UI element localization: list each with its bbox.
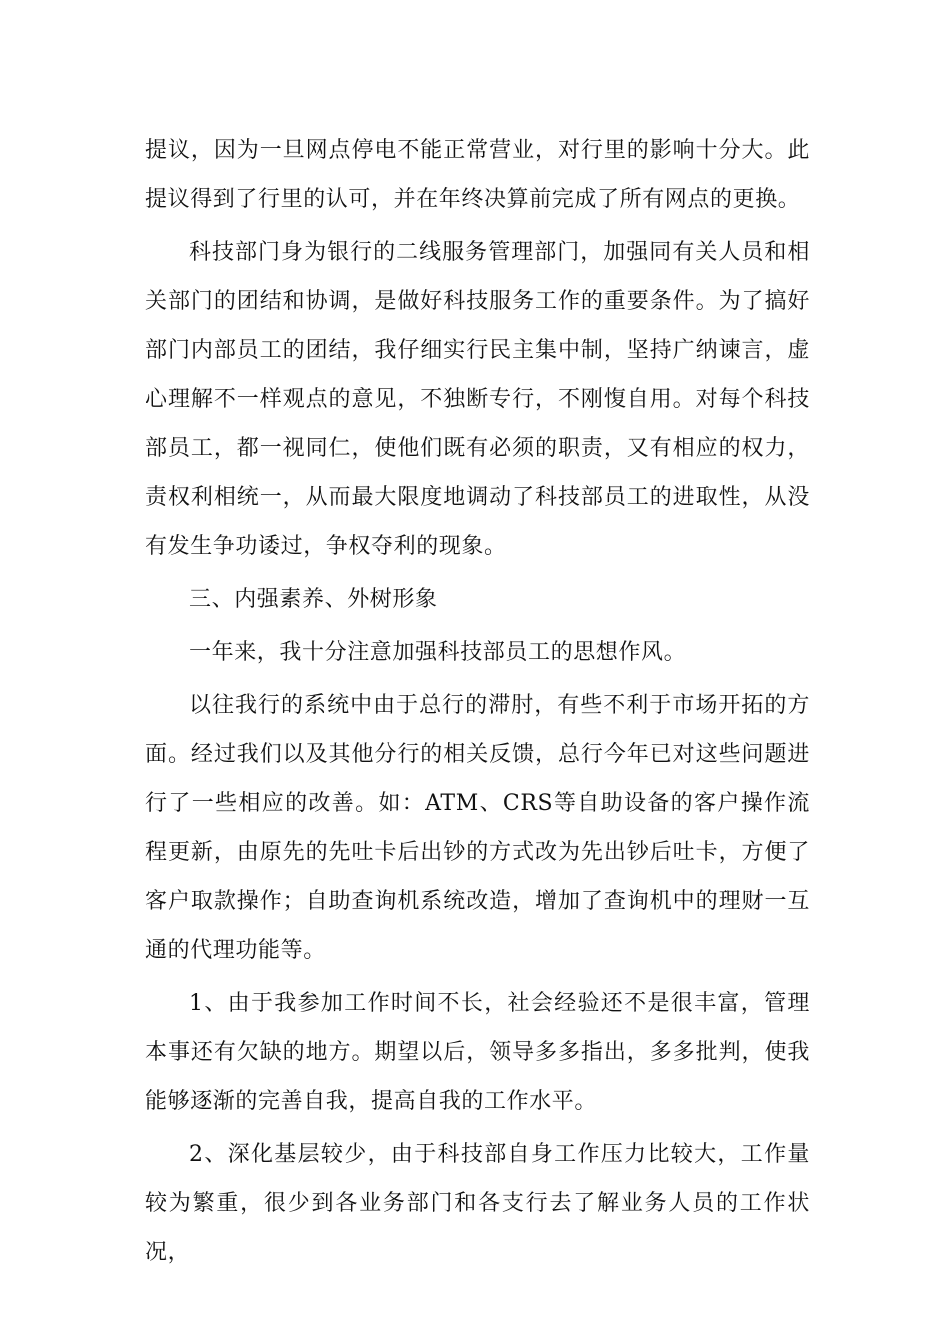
paragraph-4: 一年来，我十分注意加强科技部员工的思想作风。 xyxy=(189,640,687,665)
paragraph-1: 提议，因为一旦网点停电不能正常营业，对行里的影响十分大。此提议得到了行里的认可，并在年终决算前完成了所有网点的更换。 xyxy=(145,138,810,212)
paragraph-7: 2、深化基层较少，由于科技部自身工作压力比较大，工作量较为繁重，很少到各业务部门和各支行去了解业务人员的工作状况， xyxy=(145,1142,810,1265)
paragraph-6: 1、由于我参加工作时间不长，社会经验还不是很丰富，管理本事还有欠缺的地方。期望以后，领导多多指出，多多批判，使我能够逐渐的完善自我，提高自我的工作水平。 xyxy=(145,991,810,1114)
section-heading-3: 三、内强素养、外树形象 xyxy=(189,587,438,612)
paragraph-5: 以往我行的系统中由于总行的滞肘，有些不利于市场开拓的方面。经过我们以及其他分行的相关反馈，总行今年已对这些问题进行了一些相应的改善。如：ATM、CRS等自助设备的客户操作流程更新，由原先的先吐卡后出钞的方式改为先出钞后吐卡，方便了客户取款操作；自助查询机系统改造，增加了查询机中的理财一互通的代理功能等。 xyxy=(145,693,810,963)
paragraph-2: 科技部门身为银行的二线服务管理部门，加强同有关人员和相关部门的团结和协调，是做好科技服务工作的重要条件。为了搞好部门内部员工的团结，我仔细实行民主集中制，坚持广纳谏言，虚心理解不一样观点的意见，不独断专行，不刚愎自用。对每个科技部员工，都一视同仁，使他们既有必须的职责，又有相应的权力，责权利相统一，从而最大限度地调动了科技部员工的进取性，从没有发生争功诿过，争权夺利的现象。 xyxy=(145,240,810,559)
document-body xyxy=(145,126,810,1277)
